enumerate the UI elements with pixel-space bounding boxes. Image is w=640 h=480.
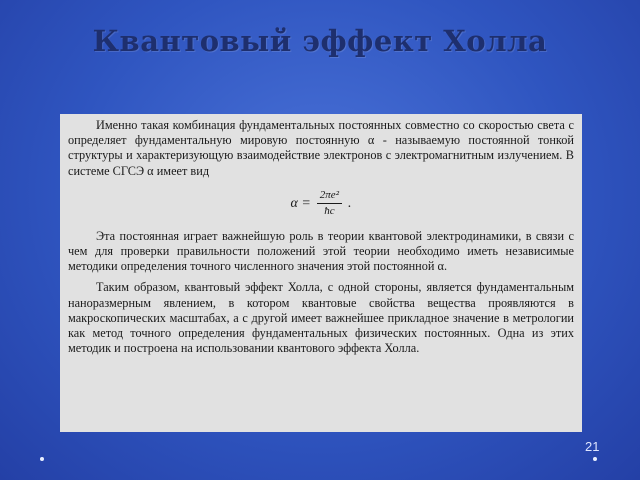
decorative-dot-left (40, 457, 44, 461)
page-number: 21 (585, 439, 600, 454)
slide-body (68, 118, 574, 356)
slide-title: Квантовый эффект Холла (92, 24, 548, 58)
decorative-dot-right (593, 457, 597, 461)
formula-tail: . (348, 196, 352, 212)
formula-numerator: 2πe² (317, 188, 342, 204)
formula-fraction (317, 188, 342, 219)
formula-lhs: α = (290, 196, 311, 212)
formula-denominator: ħc (324, 205, 335, 218)
paragraph-qed: Эта постоянная играет важнейшую роль в теории квантовой электродинамики, в связи с чем для проверки правильности положений этой теории необходимо иметь независимые методики определения точного численного значения этой постоянной α. (68, 228, 574, 274)
alpha-formula (68, 181, 574, 227)
paragraph-hall-effect: Таким образом, квантовый эффект Холла, с одной стороны, является фундаментальным наноразмерным явлением, в котором квантовые свойства вещества проявляются в макроскопических масштабах, а с другой имеет важнейшее прикладное значение в метрологии как метод точного определения фундаментальных физических постоянных. Одна из этих методик и построена на использовании квантового эффекта Холла. (68, 280, 574, 356)
paragraph-fine-structure: Именно такая комбинация фундаментальных постоянных совместно со скоростью света c определяет фундаментальную мировую постоянную α - называемую постоянной тонкой структуры и характеризующую взаимодействие электронов с электромагнитным излучением. В системе СГСЭ α имеет вид (68, 118, 574, 178)
